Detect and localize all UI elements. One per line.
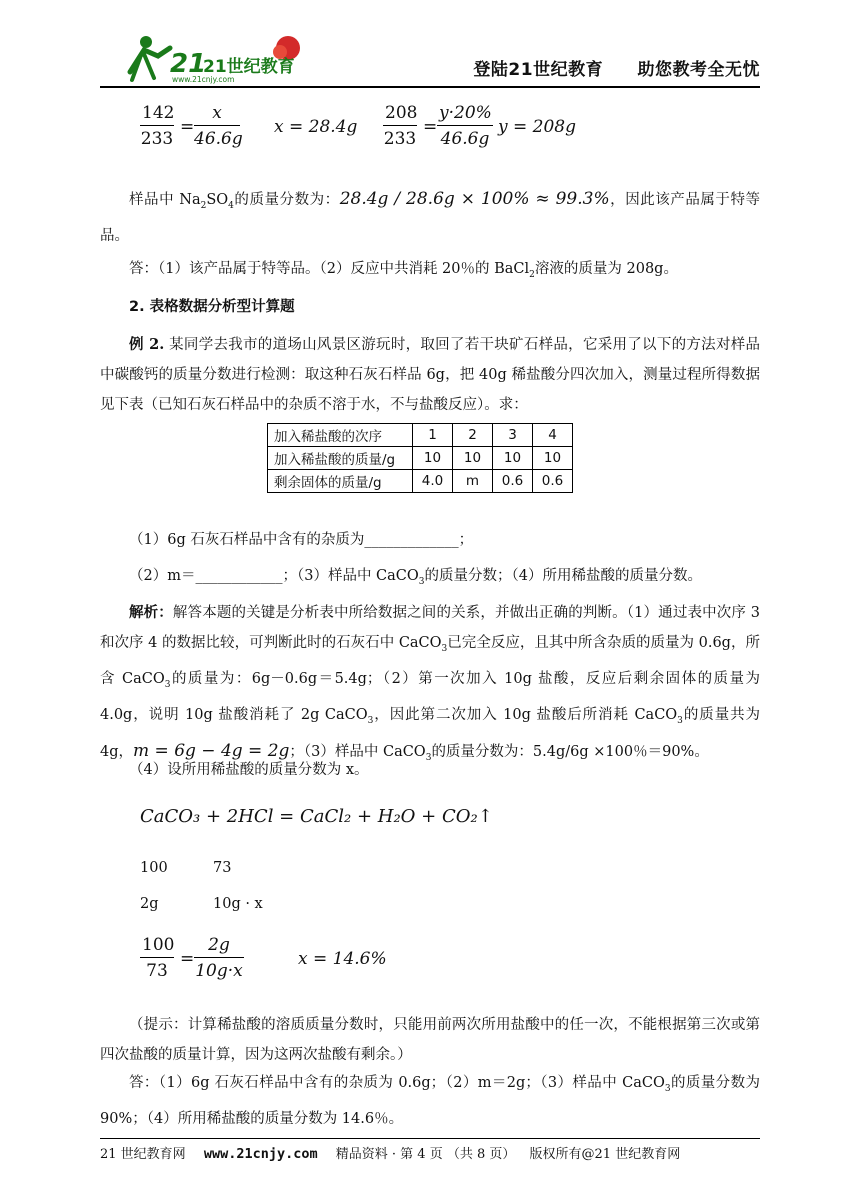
y-result: y = 208g	[498, 117, 576, 137]
answer-2: 答：（1）6g 石灰石样品中含有的杂质为 0.6g；（2）m＝2g；（3）样品中 CaCO$_3$的质量分数为 90%；（4）所用稀盐酸的质量分数为 14.6％。	[100, 1075, 760, 1127]
section-2-title: 2. 表格数据分析型计算题	[129, 299, 295, 315]
question-1: （1）6g 石灰石样品中含有的杂质为_____________；	[129, 532, 474, 548]
table-cell: 3	[493, 424, 533, 447]
fraction-x-46.6g: $\frac{x}{46.6g}$	[194, 103, 243, 149]
reaction-equation: CaCO₃ + 2HCl = CaCl₂ + H₂O + CO₂↑	[140, 806, 493, 827]
table-row-label: 剩余固体的质量/g	[268, 470, 413, 493]
header-slogan-left: 登陆21世纪教育	[473, 60, 604, 80]
equals-sign: =	[180, 117, 195, 137]
equals-sign: =	[180, 949, 195, 969]
table-row	[268, 424, 573, 447]
analysis-paragraph: 解析：解答本题的关键是分析表中所给数据之间的关系，并做出正确的判断。（1）通过表中次序 3 和次序 4 的数据比较，可判断此时的石灰石中 CaCO$_3$已完全反应，且其中所含杂质的质量为 0.6g，所含 CaCO$_3$的质量为：6g－0.6g＝5.4g；（2）第一次加入 10g 盐酸，反应后剩余固体的质量为 4.0g，说明 10g 盐酸消耗了 2g CaCO$_3$，因此第二次加入 10g 盐酸后所消耗 CaCO$_3$的质量共为 4g，m = 6g − 4g = 2g；（3）样品中 CaCO$_3$的质量分数为：5.4g/6g ×100％＝90%。	[100, 605, 760, 763]
na2so4-paragraph: 样品中 $Na_2SO_4$的质量分数为：28.4g / 28.6g × 100% ≈ 99.3%，因此该产品属于特等品。	[100, 189, 760, 244]
table-cell: 2	[453, 424, 493, 447]
equals-sign: =	[423, 117, 438, 137]
page-footer	[100, 1138, 760, 1167]
table-row	[268, 470, 573, 493]
svg-text:www.21cnjy.com: www.21cnjy.com	[172, 75, 235, 84]
table-cell: 0.6	[493, 470, 533, 493]
footer-copyright: 版权所有@21 世纪教育网	[529, 1147, 681, 1162]
svg-text:21: 21	[170, 49, 207, 79]
fraction-y20-46.6g: $\frac{y\cdot 20\%}{46.6g}$	[439, 103, 492, 149]
page-header	[100, 28, 760, 86]
header-slogan-right: 助您教考全无忧	[637, 60, 760, 80]
fraction-100-73: $\frac{100}{73}$	[142, 935, 175, 981]
ratio-row-2: 2g	[140, 896, 159, 912]
header-slogan	[445, 55, 760, 80]
hint-paragraph: （提示：计算稀盐酸的溶质质量分数时，只能用前两次所用盐酸中的任一次，不能根据第三次或第四次盐酸的质量计算，因为这两次盐酸有剩余。）	[100, 1017, 760, 1063]
ratio-row-2b: 10g · x	[213, 896, 263, 912]
table-cell: 10	[453, 447, 493, 470]
table-row-label: 加入稀盐酸的次序	[268, 424, 413, 447]
table-cell: m	[453, 470, 493, 493]
ratio-row-1: 100	[140, 860, 168, 876]
x-result: x = 28.4g	[274, 117, 358, 137]
question-2-4: （2）m＝____________；（3）样品中 CaCO$_3$的质量分数；（4）所用稀盐酸的质量分数。	[129, 568, 702, 587]
data-table	[267, 423, 573, 493]
table-cell: 0.6	[533, 470, 573, 493]
fraction-2g-10gx: $\frac{2g}{10g\cdot x}$	[195, 935, 243, 981]
step-4: （4）设所用稀盐酸的质量分数为 x。	[129, 762, 369, 778]
ratio-row-1b: 73	[213, 860, 232, 876]
table-cell: 10	[413, 447, 453, 470]
table-cell: 4	[533, 424, 573, 447]
footer-page: 精品资料 · 第 4 页 （共 8 页）	[335, 1147, 516, 1162]
answer-1: 答：（1）该产品属于特等品。（2）反应中共消耗 20％的 BaCl$_2$溶液的质量为 208g。	[129, 261, 678, 280]
table-cell: 4.0	[413, 470, 453, 493]
x-14.6-result: x = 14.6%	[298, 949, 387, 969]
table-row	[268, 447, 573, 470]
header-rule	[100, 86, 760, 88]
table-cell: 10	[533, 447, 573, 470]
footer-site: 21 世纪教育网	[100, 1147, 186, 1162]
fraction-142-233: $\frac{142}{233}$	[140, 103, 175, 149]
table-row-label: 加入稀盐酸的质量/g	[268, 447, 413, 470]
fraction-208-233: $\frac{208}{233}$	[383, 103, 418, 149]
site-logo	[110, 32, 310, 84]
svg-text:21世纪教育: 21世纪教育	[203, 57, 295, 77]
footer-url[interactable]: www.21cnjy.com	[203, 1146, 318, 1162]
table-cell: 1	[413, 424, 453, 447]
example-2: 例 2. 某同学去我市的道场山风景区游玩时，取回了若干块矿石样品，它采用了以下的方法对样品中碳酸钙的质量分数进行检测：取这种石灰石样品 6g，把 40g 稀盐酸分四次加入，测量过程所得数据见下表（已知石灰石样品中的杂质不溶于水，不与盐酸反应）。求：	[100, 336, 761, 413]
table-cell: 10	[493, 447, 533, 470]
